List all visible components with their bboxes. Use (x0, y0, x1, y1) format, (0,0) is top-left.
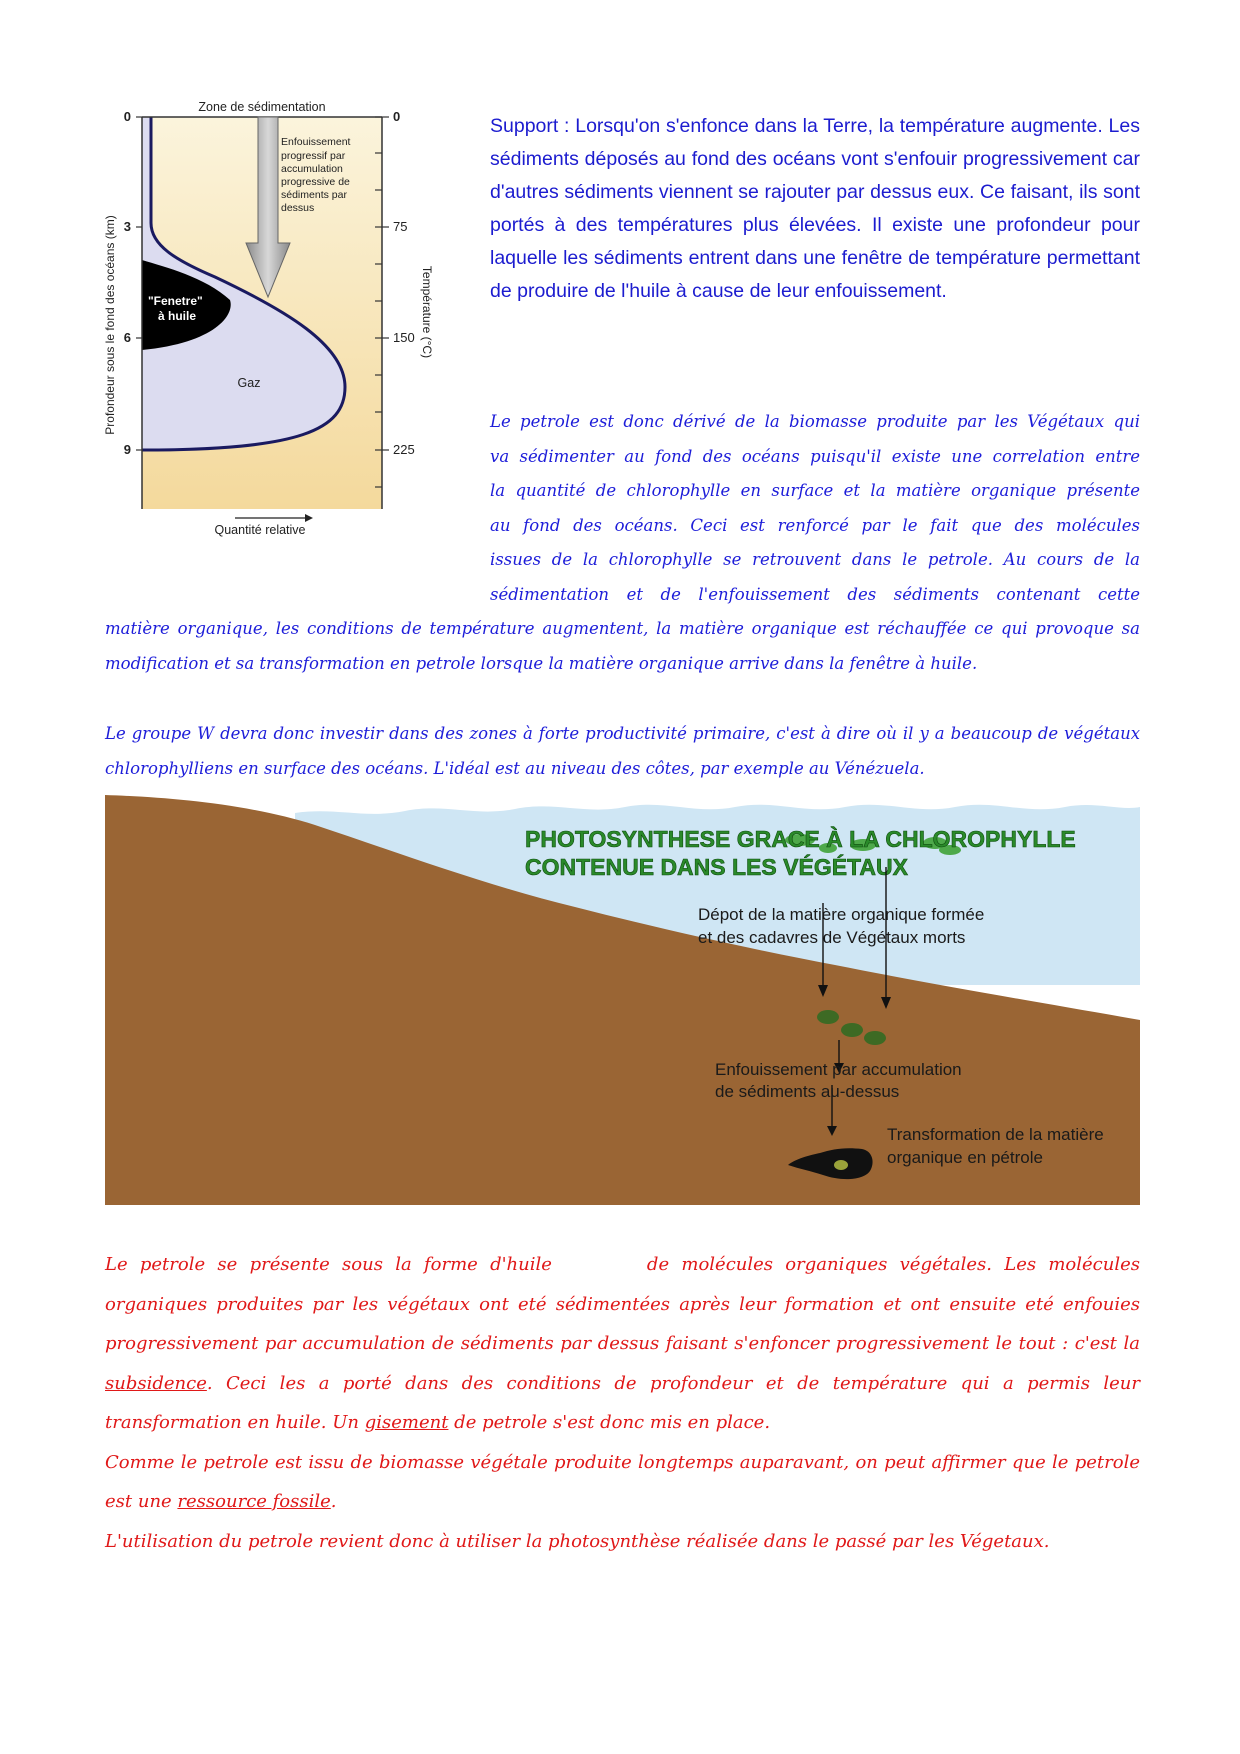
petroleum-core (834, 1160, 848, 1170)
sedimentation-diagram (103, 100, 485, 605)
left-tick-6: 6 (123, 330, 131, 345)
arrow-label-line-6: dessus (281, 202, 315, 214)
x-axis-arrowhead (305, 514, 313, 522)
photosynthesis-title-line-2: CONTENUE DANS LES VÉGÉTAUX (525, 854, 908, 880)
right-tick-0: 0 (393, 109, 401, 124)
oil-window-label-line-1: "Fenetre" (147, 294, 203, 308)
red-text-3b: de petrole s'est donc mis en place. (454, 1412, 771, 1433)
burial-text-line-1: Enfouissement par accumulation (715, 1060, 962, 1079)
blue-paragraph-1-wrapped (490, 405, 1140, 612)
red-conclusion (105, 1245, 1140, 1561)
oil-window-label-line-2: à huile (157, 309, 197, 323)
arrow-label-line-1: Enfouissement (281, 136, 351, 148)
right-tick-75: 75 (393, 219, 408, 234)
red-text-1b: de molécules organiques végétales. Les molécules organiques produites par les végétaux ont eté sédimentées après leur formation et ont ensuite eté enfouies progressivement par accumulation de sédiments par dessus faisant s'enfoncer progressivement le tout : c'est la (105, 1254, 1140, 1354)
blue-line-6: sédimentation et de l'enfouissement des sédiments contenant cette (490, 584, 1140, 604)
left-tick-marks (136, 117, 142, 450)
red-text-4a: Comme le petrole est issu de biomasse végétale produite longtemps auparavant, on peut affirmer que le petrole est une (105, 1451, 1140, 1512)
photosynthesis-cross-section (105, 785, 1140, 1205)
red-paragraph-3: L'utilisation du petrole revient donc à utiliser la photosynthèse réalisée dans le passé par les Végetaux. (105, 1530, 1050, 1552)
deposit-text-line-1: Dépot de la matière organique formée (698, 905, 985, 924)
burial-text-line-2: de sédiments au-dessus (715, 1082, 900, 1101)
arrow-label-line-4: progressive de (281, 176, 350, 188)
x-axis-label: Quantité relative (214, 523, 306, 537)
left-tick-3: 3 (123, 219, 131, 234)
right-tick-150: 150 (393, 330, 415, 345)
blue-paragraph-1-continuation: matière organique, les conditions de température augmentent, la matière organique est réchauffée ce qui provoque sa modification et sa transformation en petrole lorsque la matière organique arrive dans la fenêtre à huile. (105, 619, 1140, 673)
transformation-text-line-2: organique en pétrole (887, 1148, 1043, 1167)
red-paragraph-1 (105, 1245, 1140, 1443)
photosynthesis-title-line-1: PHOTOSYNTHESE GRACE À LA CHLOROPHYLLE (525, 826, 1076, 852)
support-paragraph: Support : Lorsqu'on s'enfonce dans la Terre, la température augmente. Les sédiments déposés au fond des océans vont s'enfouir progressivement car d'autres sédiments viennent se rajouter par dessus eux. Ce faisant, ils sont portés à des températures plus élevées. Il existe une profondeur pour laquelle les sédiments entrent dans une fenêtre de température permettant de produire de l'huile à cause de leur enfouissement. (490, 115, 1140, 302)
blue-line-2: va sédimenter au fond des océans puisqu'il existe une correlation entre (490, 446, 1140, 466)
arrow-label-line-2: progressif par (281, 150, 346, 162)
blue-line-4: au fond des océans. Ceci est renforcé par le fait que des molécules (490, 515, 1140, 535)
subsidence-term: subsidence (105, 1372, 207, 1394)
figure-title: Zone de sédimentation (198, 100, 326, 114)
right-axis-label: Température (°C) (420, 265, 434, 359)
right-tick-225: 225 (393, 442, 415, 457)
red-text-3a: Un (332, 1412, 359, 1433)
blue-line-3: la quantité de chlorophylle en surface et la matière organique présente (490, 481, 1140, 500)
red-text-1a: Le petrole se présente sous la forme d'huile (105, 1254, 552, 1275)
blue-paragraph-2: Le groupe W devra donc investir dans des zones à forte productivité primaire, c'est à dire où il y a beaucoup de végétaux chlorophylliens en surface des océans. L'idéal est au niveau des côtes, par exemple au Vénézuela. (105, 724, 1140, 778)
arrow-label-line-5: sédiments par (281, 189, 347, 201)
left-tick-0: 0 (123, 109, 131, 124)
gisement-term: gisement (364, 1412, 449, 1433)
arrow-label-line-3: accumulation (281, 163, 343, 175)
ressource-fossile-term: ressource fossile (177, 1491, 331, 1512)
left-tick-9: 9 (123, 442, 131, 457)
gas-label: Gaz (237, 376, 261, 390)
sedimentation-diagram-svg (103, 100, 485, 605)
transformation-text-line-1: Transformation de la matière (887, 1125, 1104, 1144)
deposit-text-line-2: et des cadavres de Végétaux morts (698, 928, 966, 947)
blue-line-1: Le petrole est donc dérivé de la biomasse produite par les Végétaux qui (490, 412, 1140, 431)
blue-line-5: issues de la chlorophylle se retrouvent dans le petrole. Au cours de la (490, 550, 1140, 569)
left-axis-label: Profondeur sous le fond des océans (km) (103, 215, 117, 435)
red-paragraph-2 (105, 1443, 1140, 1522)
cross-section-svg (105, 785, 1140, 1205)
red-text-2: . Ceci les a porté dans des conditions de profondeur et de température qui a permis leur transformation en huile. (105, 1372, 1140, 1433)
red-text-4b: . (330, 1491, 337, 1512)
